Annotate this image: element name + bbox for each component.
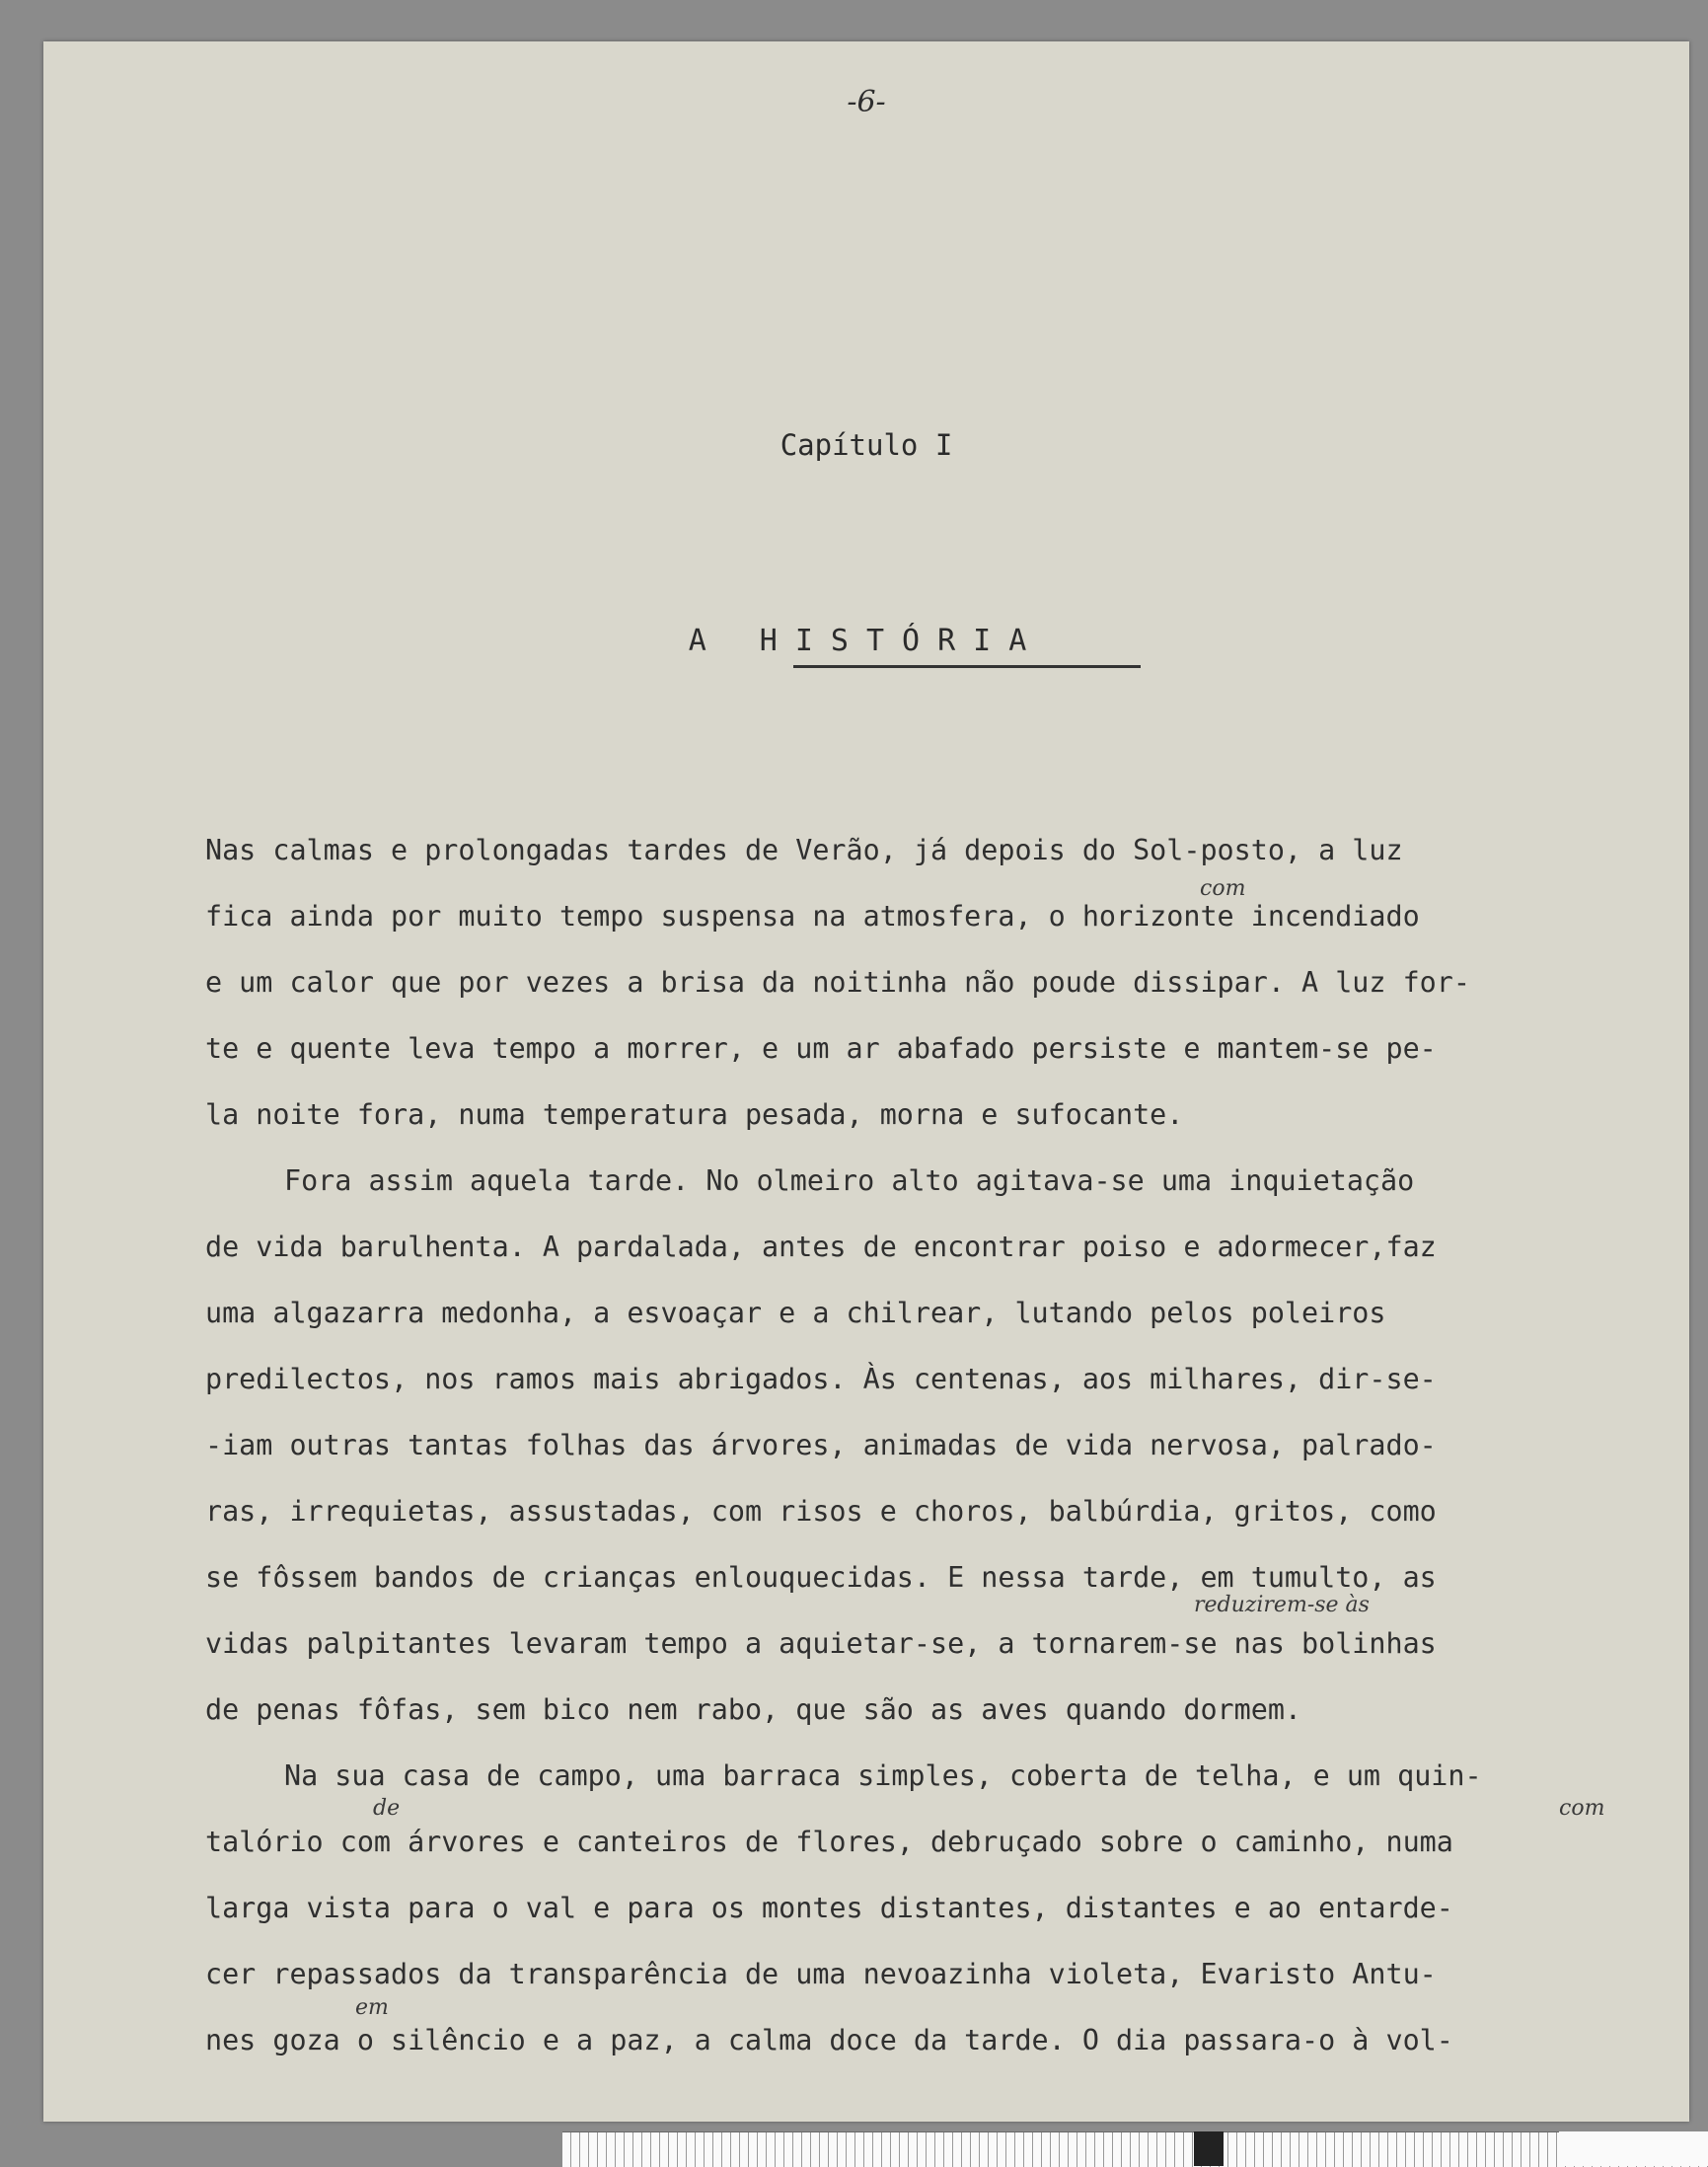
- text-line: -iam outras tantas folhas das árvores, animadas de vida nervosa, palrado-: [205, 1429, 1437, 1461]
- handwritten-annotation: de: [373, 1796, 401, 1821]
- text-line: Nas calmas e prolongadas tardes de Verão, já depois do Sol-posto, a luz: [205, 834, 1403, 866]
- section-title: A HISTÓRIA: [688, 624, 1045, 658]
- text-line: uma algazarra medonha, a esvoaçar e a chilrear, lutando pelos poleiros: [205, 1297, 1386, 1329]
- page-number: -6-: [847, 85, 886, 119]
- text-line: se fôssem bandos de crianças enlouquecidas. E nessa tarde, em tumulto, as: [205, 1561, 1437, 1594]
- text-line: de penas fôfas, sem bico nem rabo, que são as aves quando dormem.: [205, 1693, 1302, 1726]
- scale-ruler-segment: [1559, 2131, 1708, 2166]
- handwritten-annotation: com: [1559, 1796, 1605, 1821]
- text-line: fica ainda por muito tempo suspensa na atmosfera, o horizonte incendiado: [205, 900, 1420, 933]
- text-line: e um calor que por vezes a brisa da noitinha não poude dissipar. A luz for-: [205, 966, 1470, 999]
- handwritten-annotation: reduzirem-se às: [1194, 1593, 1370, 1617]
- text-line: talório com árvores e canteiros de flores, debruçado sobre o caminho, numa: [205, 1826, 1453, 1858]
- scale-ruler: [562, 2131, 1708, 2167]
- text-line: de vida barulhenta. A pardalada, antes de encontrar poiso e adormecer,faz: [205, 1231, 1437, 1263]
- chapter-heading: Capítulo I: [780, 428, 953, 462]
- handwritten-annotation: com: [1200, 876, 1246, 901]
- text-line: cer repassados da transparência de uma nevoazinha violeta, Evaristo Antu-: [205, 1958, 1437, 1990]
- handwritten-annotation: em: [355, 1995, 389, 2020]
- text-line: predilectos, nos ramos mais abrigados. Às centenas, aos milhares, dir-se-: [205, 1363, 1437, 1395]
- typewritten-page: [43, 41, 1689, 2122]
- body-text: [205, 817, 1636, 2073]
- text-line: te e quente leva tempo a morrer, e um ar abafado persiste e mantem-se pe-: [205, 1032, 1437, 1065]
- text-line: larga vista para o val e para os montes distantes, distantes e ao entarde-: [205, 1892, 1453, 1924]
- text-line: la noite fora, numa temperatura pesada, morna e sufocante.: [205, 1098, 1184, 1131]
- text-line: Na sua casa de campo, uma barraca simples, coberta de telha, e um quin-: [284, 1759, 1482, 1792]
- text-line: ras, irrequietas, assustadas, com risos e choros, balbúrdia, gritos, como: [205, 1495, 1437, 1528]
- scale-ruler-segment: [1194, 2131, 1224, 2166]
- text-line: Fora assim aquela tarde. No olmeiro alto agitava-se uma inquietação: [284, 1164, 1415, 1197]
- text-line: nes goza o silêncio e a paz, a calma doce da tarde. O dia passara-o à vol-: [205, 2024, 1453, 2056]
- text-line: vidas palpitantes levaram tempo a aquietar-se, a tornarem-se nas bolinhas: [205, 1627, 1437, 1660]
- title-underline: [793, 665, 1141, 668]
